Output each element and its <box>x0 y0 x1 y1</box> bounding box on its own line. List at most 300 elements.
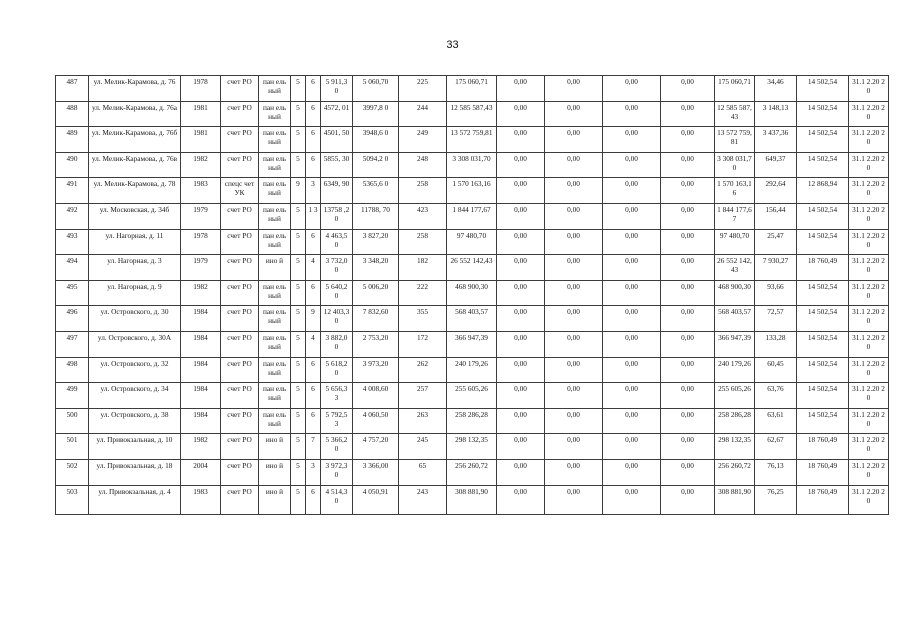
cell-c1: 0,00 <box>497 229 545 255</box>
cell-date: 31.1 2.20 20 <box>849 178 889 204</box>
cell-cost: 12 585 587,43 <box>447 101 497 127</box>
cell-wall: пан ель ный <box>259 229 291 255</box>
cell-floors: 5 <box>291 203 306 229</box>
cell-floors: 9 <box>291 178 306 204</box>
cell-date: 31.1 2.20 20 <box>849 331 889 357</box>
cell-c4: 0,00 <box>661 357 715 383</box>
cell-address: ул. Мелик-Карамова, д. 76б <box>89 127 181 153</box>
cell-payer: счет РО <box>221 203 259 229</box>
cell-per-m2: 76,13 <box>755 459 797 485</box>
cell-residents: 172 <box>399 331 447 357</box>
cell-date: 31.1 2.20 20 <box>849 485 889 514</box>
cell-total: 97 480,70 <box>715 229 755 255</box>
cell-area-total: 13758 ,20 <box>321 203 353 229</box>
cell-total: 175 060,71 <box>715 76 755 102</box>
table-row <box>56 306 889 332</box>
cell-rate: 18 760,49 <box>797 255 849 281</box>
cell-floors: 5 <box>291 485 306 514</box>
cell-c3: 0,00 <box>603 331 661 357</box>
cell-area-living: 4 757,20 <box>353 434 399 460</box>
cell-floors: 5 <box>291 280 306 306</box>
cell-floors: 5 <box>291 255 306 281</box>
cell-c1: 0,00 <box>497 76 545 102</box>
cell-date: 31.1 2.20 20 <box>849 229 889 255</box>
cell-c3: 0,00 <box>603 434 661 460</box>
cell-c4: 0,00 <box>661 383 715 409</box>
cell-c1: 0,00 <box>497 280 545 306</box>
cell-area-total: 5 792,5 3 <box>321 408 353 434</box>
cell-entrances: 6 <box>306 101 321 127</box>
cell-c2: 0,00 <box>545 306 603 332</box>
cell-year: 1982 <box>181 280 221 306</box>
cell-area-living: 5 060,70 <box>353 76 399 102</box>
cell-cost: 97 480,70 <box>447 229 497 255</box>
cell-total: 12 585 587,43 <box>715 101 755 127</box>
cell-year: 1982 <box>181 434 221 460</box>
cell-area-living: 4 050,91 <box>353 485 399 514</box>
cell-date: 31.1 2.20 20 <box>849 76 889 102</box>
cell-area-living: 3948,6 0 <box>353 127 399 153</box>
cell-c3: 0,00 <box>603 280 661 306</box>
cell-cost: 13 572 759,81 <box>447 127 497 153</box>
cell-wall: пан ель ный <box>259 357 291 383</box>
cell-total: 298 132,35 <box>715 434 755 460</box>
cell-total: 258 286,28 <box>715 408 755 434</box>
cell-c3: 0,00 <box>603 306 661 332</box>
cell-no: 489 <box>56 127 89 153</box>
cell-per-m2: 649,37 <box>755 152 797 178</box>
cell-rate: 12 868,94 <box>797 178 849 204</box>
cell-floors: 5 <box>291 306 306 332</box>
cell-c3: 0,00 <box>603 101 661 127</box>
cell-payer: счет РО <box>221 76 259 102</box>
cell-address: ул. Привокзальная, д. 10 <box>89 434 181 460</box>
cell-area-living: 11788, 70 <box>353 203 399 229</box>
cell-total: 13 572 759,81 <box>715 127 755 153</box>
cell-payer: счет РО <box>221 459 259 485</box>
cell-c2: 0,00 <box>545 76 603 102</box>
cell-rate: 14 502,54 <box>797 152 849 178</box>
cell-entrances: 1 3 <box>306 203 321 229</box>
cell-c3: 0,00 <box>603 76 661 102</box>
cell-c1: 0,00 <box>497 485 545 514</box>
cell-year: 1984 <box>181 306 221 332</box>
cell-total: 568 403,57 <box>715 306 755 332</box>
cell-date: 31.1 2.20 20 <box>849 280 889 306</box>
table-row <box>56 127 889 153</box>
cell-address: ул. Островского, д. 30А <box>89 331 181 357</box>
cell-c2: 0,00 <box>545 434 603 460</box>
cell-payer: счет РО <box>221 101 259 127</box>
cell-area-total: 3 882,0 0 <box>321 331 353 357</box>
cell-per-m2: 93,66 <box>755 280 797 306</box>
cell-c3: 0,00 <box>603 383 661 409</box>
cell-floors: 5 <box>291 229 306 255</box>
cell-entrances: 6 <box>306 408 321 434</box>
cell-rate: 14 502,54 <box>797 357 849 383</box>
cell-floors: 5 <box>291 357 306 383</box>
cell-payer: счет РО <box>221 408 259 434</box>
table-row <box>56 152 889 178</box>
cell-area-total: 5 656,3 3 <box>321 383 353 409</box>
cell-floors: 5 <box>291 331 306 357</box>
cell-c3: 0,00 <box>603 127 661 153</box>
cell-wall: ино й <box>259 459 291 485</box>
table-row <box>56 383 889 409</box>
cell-per-m2: 292,64 <box>755 178 797 204</box>
cell-area-living: 3 348,20 <box>353 255 399 281</box>
cell-address: ул. Островского, д. 32 <box>89 357 181 383</box>
cell-entrances: 6 <box>306 357 321 383</box>
cell-cost: 298 132,35 <box>447 434 497 460</box>
cell-wall: ино й <box>259 255 291 281</box>
cell-payer: счет РО <box>221 383 259 409</box>
cell-c2: 0,00 <box>545 357 603 383</box>
cell-payer: счет РО <box>221 280 259 306</box>
cell-c4: 0,00 <box>661 229 715 255</box>
cell-area-living: 3 973,20 <box>353 357 399 383</box>
cell-address: ул. Островского, д. 34 <box>89 383 181 409</box>
cell-payer: счет РО <box>221 357 259 383</box>
cell-c4: 0,00 <box>661 485 715 514</box>
cell-c1: 0,00 <box>497 203 545 229</box>
cell-area-total: 4572, 01 <box>321 101 353 127</box>
cell-c1: 0,00 <box>497 152 545 178</box>
table-row <box>56 357 889 383</box>
cell-area-living: 5094,2 0 <box>353 152 399 178</box>
cell-rate: 14 502,54 <box>797 408 849 434</box>
cell-c1: 0,00 <box>497 383 545 409</box>
cell-area-living: 3 827,20 <box>353 229 399 255</box>
table-body <box>56 76 889 515</box>
cell-area-living: 4 008,60 <box>353 383 399 409</box>
cell-c4: 0,00 <box>661 178 715 204</box>
cell-c3: 0,00 <box>603 357 661 383</box>
cell-total: 468 900,30 <box>715 280 755 306</box>
cell-entrances: 6 <box>306 127 321 153</box>
cell-c3: 0,00 <box>603 178 661 204</box>
cell-rate: 14 502,54 <box>797 306 849 332</box>
cell-total: 1 570 163,16 <box>715 178 755 204</box>
cell-area-total: 4 463,5 0 <box>321 229 353 255</box>
cell-no: 490 <box>56 152 89 178</box>
table-row <box>56 331 889 357</box>
cell-wall: пан ель ный <box>259 408 291 434</box>
cell-date: 31.1 2.20 20 <box>849 203 889 229</box>
cell-date: 31.1 2.20 20 <box>849 357 889 383</box>
cell-c2: 0,00 <box>545 229 603 255</box>
cell-total: 308 881,90 <box>715 485 755 514</box>
cell-address: ул. Мелик-Карамова, д. 76в <box>89 152 181 178</box>
cell-rate: 14 502,54 <box>797 76 849 102</box>
cell-rate: 14 502,54 <box>797 331 849 357</box>
cell-entrances: 3 <box>306 459 321 485</box>
cell-c2: 0,00 <box>545 331 603 357</box>
cell-c4: 0,00 <box>661 434 715 460</box>
table-row <box>56 203 889 229</box>
cell-area-living: 5365,6 0 <box>353 178 399 204</box>
cell-total: 256 260,72 <box>715 459 755 485</box>
cell-residents: 244 <box>399 101 447 127</box>
cell-c1: 0,00 <box>497 127 545 153</box>
cell-area-living: 3997,8 0 <box>353 101 399 127</box>
cell-wall: пан ель ный <box>259 178 291 204</box>
cell-rate: 14 502,54 <box>797 101 849 127</box>
cell-no: 497 <box>56 331 89 357</box>
cell-date: 31.1 2.20 20 <box>849 459 889 485</box>
cell-area-total: 3 972,3 0 <box>321 459 353 485</box>
cell-c4: 0,00 <box>661 127 715 153</box>
cell-address: ул. Привокзальная, д. 4 <box>89 485 181 514</box>
cell-floors: 5 <box>291 127 306 153</box>
cell-c1: 0,00 <box>497 331 545 357</box>
cell-c1: 0,00 <box>497 408 545 434</box>
cell-residents: 423 <box>399 203 447 229</box>
cell-rate: 14 502,54 <box>797 203 849 229</box>
cell-residents: 257 <box>399 383 447 409</box>
cell-per-m2: 63,61 <box>755 408 797 434</box>
cell-c2: 0,00 <box>545 255 603 281</box>
cell-c2: 0,00 <box>545 101 603 127</box>
cell-date: 31.1 2.20 20 <box>849 408 889 434</box>
cell-no: 488 <box>56 101 89 127</box>
cell-per-m2: 60,45 <box>755 357 797 383</box>
cell-per-m2: 72,57 <box>755 306 797 332</box>
cell-c2: 0,00 <box>545 127 603 153</box>
cell-residents: 258 <box>399 178 447 204</box>
cell-no: 500 <box>56 408 89 434</box>
cell-entrances: 6 <box>306 76 321 102</box>
cell-entrances: 3 <box>306 178 321 204</box>
cell-date: 31.1 2.20 20 <box>849 383 889 409</box>
cell-address: ул. Островского, д. 30 <box>89 306 181 332</box>
table-row <box>56 76 889 102</box>
cell-cost: 468 900,30 <box>447 280 497 306</box>
cell-address: ул. Московская, д. 34б <box>89 203 181 229</box>
cell-cost: 308 881,90 <box>447 485 497 514</box>
cell-cost: 26 552 142,43 <box>447 255 497 281</box>
cell-total: 255 605,26 <box>715 383 755 409</box>
cell-entrances: 7 <box>306 434 321 460</box>
cell-area-total: 3 732,0 0 <box>321 255 353 281</box>
cell-cost: 3 308 031,70 <box>447 152 497 178</box>
cell-entrances: 6 <box>306 280 321 306</box>
cell-residents: 355 <box>399 306 447 332</box>
cell-c2: 0,00 <box>545 203 603 229</box>
cell-c3: 0,00 <box>603 255 661 281</box>
cell-floors: 5 <box>291 383 306 409</box>
cell-c3: 0,00 <box>603 459 661 485</box>
cell-wall: пан ель ный <box>259 331 291 357</box>
cell-wall: ино й <box>259 434 291 460</box>
cell-residents: 248 <box>399 152 447 178</box>
cell-per-m2: 133,28 <box>755 331 797 357</box>
cell-floors: 5 <box>291 408 306 434</box>
cell-c3: 0,00 <box>603 152 661 178</box>
cell-c4: 0,00 <box>661 101 715 127</box>
cell-c1: 0,00 <box>497 459 545 485</box>
cell-per-m2: 62,67 <box>755 434 797 460</box>
cell-c1: 0,00 <box>497 357 545 383</box>
cell-area-living: 3 366,00 <box>353 459 399 485</box>
cell-c2: 0,00 <box>545 383 603 409</box>
cell-area-total: 6349, 90 <box>321 178 353 204</box>
cell-area-total: 4501, 50 <box>321 127 353 153</box>
cell-wall: пан ель ный <box>259 76 291 102</box>
cell-year: 2004 <box>181 459 221 485</box>
cell-wall: пан ель ный <box>259 306 291 332</box>
cell-payer: счет РО <box>221 127 259 153</box>
cell-address: ул. Нагорная, д. 11 <box>89 229 181 255</box>
cell-area-total: 5 640,2 0 <box>321 280 353 306</box>
cell-per-m2: 25,47 <box>755 229 797 255</box>
cell-per-m2: 156,44 <box>755 203 797 229</box>
cell-no: 495 <box>56 280 89 306</box>
cell-address: ул. Нагорная, д. 9 <box>89 280 181 306</box>
cell-per-m2: 3 148,13 <box>755 101 797 127</box>
cell-c4: 0,00 <box>661 306 715 332</box>
cell-wall: пан ель ный <box>259 152 291 178</box>
cell-residents: 262 <box>399 357 447 383</box>
cell-wall: пан ель ный <box>259 280 291 306</box>
cell-residents: 243 <box>399 485 447 514</box>
cell-entrances: 4 <box>306 331 321 357</box>
cell-residents: 258 <box>399 229 447 255</box>
cell-area-total: 4 514,3 0 <box>321 485 353 514</box>
cell-cost: 175 060,71 <box>447 76 497 102</box>
cell-floors: 5 <box>291 152 306 178</box>
cell-area-living: 5 006,20 <box>353 280 399 306</box>
cell-total: 3 308 031,70 <box>715 152 755 178</box>
cell-rate: 14 502,54 <box>797 280 849 306</box>
cell-entrances: 6 <box>306 485 321 514</box>
cell-total: 26 552 142,43 <box>715 255 755 281</box>
cell-payer: счет РО <box>221 434 259 460</box>
cell-year: 1984 <box>181 357 221 383</box>
cell-year: 1981 <box>181 101 221 127</box>
cell-entrances: 6 <box>306 152 321 178</box>
cell-c2: 0,00 <box>545 152 603 178</box>
cell-c1: 0,00 <box>497 178 545 204</box>
cell-c3: 0,00 <box>603 485 661 514</box>
cell-residents: 249 <box>399 127 447 153</box>
cell-per-m2: 34,46 <box>755 76 797 102</box>
cell-rate: 14 502,54 <box>797 127 849 153</box>
cell-c4: 0,00 <box>661 152 715 178</box>
cell-c2: 0,00 <box>545 280 603 306</box>
cell-no: 499 <box>56 383 89 409</box>
cell-cost: 568 403,57 <box>447 306 497 332</box>
cell-c4: 0,00 <box>661 203 715 229</box>
cell-year: 1982 <box>181 152 221 178</box>
table-row <box>56 408 889 434</box>
cell-area-total: 5855, 30 <box>321 152 353 178</box>
cell-floors: 5 <box>291 459 306 485</box>
cell-area-living: 7 832,60 <box>353 306 399 332</box>
table-row <box>56 485 889 514</box>
cell-year: 1978 <box>181 229 221 255</box>
cell-total: 240 179,26 <box>715 357 755 383</box>
cell-date: 31.1 2.20 20 <box>849 306 889 332</box>
cell-address: ул. Привокзальная, д. 18 <box>89 459 181 485</box>
cell-rate: 18 760,49 <box>797 485 849 514</box>
cell-cost: 1 570 163,16 <box>447 178 497 204</box>
cell-address: ул. Островского, д. 38 <box>89 408 181 434</box>
cell-cost: 258 286,28 <box>447 408 497 434</box>
cell-c3: 0,00 <box>603 229 661 255</box>
cell-date: 31.1 2.20 20 <box>849 255 889 281</box>
cell-c4: 0,00 <box>661 408 715 434</box>
table-row <box>56 280 889 306</box>
cell-rate: 18 760,49 <box>797 459 849 485</box>
cell-no: 501 <box>56 434 89 460</box>
cell-c1: 0,00 <box>497 101 545 127</box>
cell-c1: 0,00 <box>497 306 545 332</box>
cell-c4: 0,00 <box>661 255 715 281</box>
cell-year: 1979 <box>181 255 221 281</box>
cell-wall: пан ель ный <box>259 383 291 409</box>
cell-entrances: 6 <box>306 383 321 409</box>
cell-area-total: 5 618,2 0 <box>321 357 353 383</box>
cell-area-total: 5 366,2 0 <box>321 434 353 460</box>
cell-cost: 255 605,26 <box>447 383 497 409</box>
cell-residents: 222 <box>399 280 447 306</box>
cell-c3: 0,00 <box>603 408 661 434</box>
cell-payer: счет РО <box>221 255 259 281</box>
cell-entrances: 9 <box>306 306 321 332</box>
housing-register-table <box>55 75 889 515</box>
cell-payer: счет РО <box>221 306 259 332</box>
cell-cost: 240 179,26 <box>447 357 497 383</box>
cell-floors: 5 <box>291 76 306 102</box>
cell-entrances: 4 <box>306 255 321 281</box>
cell-cost: 366 947,39 <box>447 331 497 357</box>
cell-total: 366 947,39 <box>715 331 755 357</box>
table-row <box>56 101 889 127</box>
cell-address: ул. Мелик-Карамова, д. 76 <box>89 76 181 102</box>
cell-payer: счет РО <box>221 152 259 178</box>
cell-residents: 245 <box>399 434 447 460</box>
cell-total: 1 844 177,67 <box>715 203 755 229</box>
cell-c1: 0,00 <box>497 255 545 281</box>
cell-no: 491 <box>56 178 89 204</box>
cell-year: 1981 <box>181 127 221 153</box>
table-row <box>56 255 889 281</box>
cell-no: 492 <box>56 203 89 229</box>
cell-no: 502 <box>56 459 89 485</box>
cell-c4: 0,00 <box>661 280 715 306</box>
cell-area-total: 5 911,3 0 <box>321 76 353 102</box>
cell-year: 1984 <box>181 408 221 434</box>
table-row <box>56 434 889 460</box>
cell-year: 1983 <box>181 485 221 514</box>
cell-year: 1979 <box>181 203 221 229</box>
cell-c3: 0,00 <box>603 203 661 229</box>
cell-year: 1984 <box>181 331 221 357</box>
cell-wall: пан ель ный <box>259 203 291 229</box>
cell-payer: счет РО <box>221 485 259 514</box>
table-row <box>56 178 889 204</box>
cell-area-living: 4 060,50 <box>353 408 399 434</box>
cell-no: 493 <box>56 229 89 255</box>
cell-address: ул. Мелик-Карамова, д. 78 <box>89 178 181 204</box>
cell-date: 31.1 2.20 20 <box>849 152 889 178</box>
table-row <box>56 459 889 485</box>
cell-address: ул. Нагорная, д. 3 <box>89 255 181 281</box>
cell-no: 503 <box>56 485 89 514</box>
cell-floors: 5 <box>291 101 306 127</box>
cell-address: ул. Мелик-Карамова, д. 76а <box>89 101 181 127</box>
